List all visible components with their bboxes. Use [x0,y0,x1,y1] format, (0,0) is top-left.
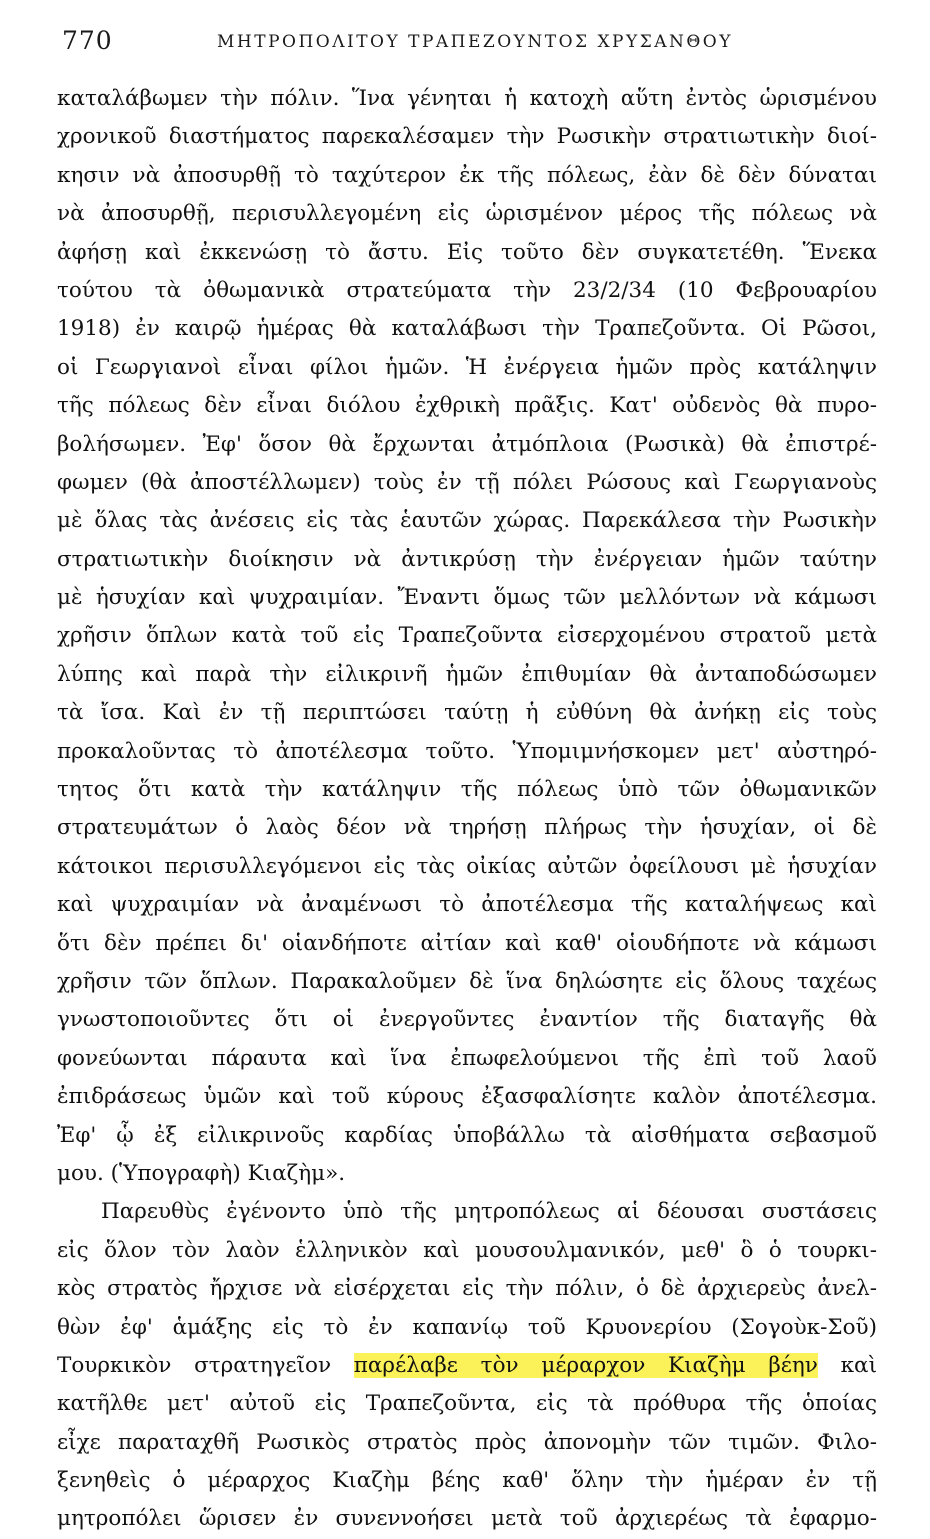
text-line: Ἐφ' ᾧ ἐξ εἰλικρινοῦς καρδίας ὑποβάλλω τὰ αἰσθήματα σεβασμοῦ [57,1122,877,1148]
text-line: ἐπιδράσεως ὑμῶν καὶ τοῦ κύρους ἐξασφαλίσητε καλὸν ἀποτέλεσμα. [57,1084,877,1110]
text-line: στρατιωτικὴν διοίκησιν νὰ ἀντικρύσῃ τὴν ἐνέργειαν ἡμῶν ταύτην [57,546,877,572]
running-head: ΜΗΤΡΟΠΟΛΙΤΟΥ ΤΡΑΠΕΖΟΥΝΤΟΣ ΧΡΥΣΑΝΘΟΥ [217,32,733,52]
text-line: τῆς πόλεως δὲν εἶναι διόλου ἐχθρικὴ πρᾶξις. Κατ' οὐδενὸς θὰ πυρο- [57,393,877,419]
text-line: οἱ Γεωργιανοὶ εἶναι φίλοι ἡμῶν. Ἡ ἐνέργεια ἡμῶν πρὸς κατάληψιν [57,354,877,380]
text-line: τούτου τὰ ὀθωμανικὰ στρατεύματα τὴν 23/2/34 (10 Φεβρουαρίου [57,277,877,303]
text-line: θὼν ἐφ' ἁμάξης εἰς τὸ ἐν καπανίῳ τοῦ Κρυονερίου (Σογοὺκ-Σοῦ) [57,1314,877,1340]
text-line: τὰ ἴσα. Καὶ ἐν τῇ περιπτώσει ταύτῃ ἡ εὐθύνη θὰ ἀνήκῃ εἰς τοὺς [57,700,877,726]
text-line: καταλάβωμεν τὴν πόλιν. Ἵνα γένηται ἡ κατοχὴ αὕτη ἐντὸς ὡρισμένου [57,86,877,111]
text-line: μου. (Ὑπογραφὴ) Κιαζὴμ». [57,1160,346,1186]
text-line: ἀφήσῃ καὶ ἐκκενώσῃ τὸ ἄστυ. Εἰς τοῦτο δὲν συγκατετέθη. Ἕνεκα [57,239,877,265]
text-line: κὸς στρατὸς ἤρχισε νὰ εἰσέρχεται εἰς τὴν πόλιν, ὁ δὲ ἀρχιερεὺς ἀνελ- [57,1276,877,1302]
line-text-before-highlight: Τουρκικὸν στρατηγεῖον [57,1352,354,1378]
text-line: βολήσωμεν. Ἐφ' ὅσον θὰ ἔρχωνται ἀτμόπλοια (Ρωσικὰ) θὰ ἐπιστρέ- [57,431,877,457]
text-line: μητροπόλει ὥρισεν ἐν συνεννοήσει μετὰ τοῦ ἀρχιερέως τὰ ἐφαρμο- [57,1506,877,1532]
text-line: φωμεν (θὰ ἀποστέλλωμεν) τοὺς ἐν τῇ πόλει Ρώσους καὶ Γεωργιανοὺς [57,469,877,495]
text-line: εἶχε παραταχθῆ Ρωσικὸς στρατὸς πρὸς ἀπονομὴν τῶν τιμῶν. Φιλο- [57,1429,877,1455]
text-line: κατῆλθε μετ' αὐτοῦ εἰς Τραπεζοῦντα, εἰς τὰ πρόθυρα τῆς ὁποίας [57,1391,877,1417]
text-line: κάτοικοι περισυλλεγόμενοι εἰς τὰς οἰκίας αὐτῶν ὀφείλουσι μὲ ἡσυχίαν [57,853,877,879]
text-line: χρονικοῦ διαστήματος παρεκαλέσαμεν τὴν Ρωσικὴν στρατιωτικὴν διοί- [57,124,877,150]
text-line: καὶ ψυχραιμίαν νὰ ἀναμένωσι τὸ ἀποτέλεσμα τῆς καταλήψεως καὶ [57,892,877,918]
text-line: χρῆσιν ὅπλων κατὰ τοῦ εἰς Τραπεζοῦντα εἰσερχομένου στρατοῦ μετὰ [57,623,877,649]
text-line: ξενηθεὶς ὁ μέραρχος Κιαζὴμ βέης καθ' ὅλην τὴν ἡμέραν ἐν τῇ [57,1468,877,1494]
text-line: κησιν νὰ ἀποσυρθῇ τὸ ταχύτερον ἐκ τῆς πόλεως, ἐὰν δὲ δὲν δύναται [57,162,877,188]
text-line: στρατευμάτων ὁ λαὸς δέον νὰ τηρήσῃ πλήρως τὴν ἡσυχίαν, οἱ δὲ [57,815,877,841]
text-line: χρῆσιν τῶν ὅπλων. Παρακαλοῦμεν δὲ ἵνα δηλώσητε εἰς ὅλους ταχέως [57,968,877,994]
highlighted-text-line [57,1347,877,1385]
body-text [57,80,877,1539]
page-number: 770 [62,26,113,55]
paragraph-first-line: Παρευθὺς ἐγένοντο ὑπὸ τῆς μητροπόλεως αἱ δέουσαι συστάσεις [101,1199,877,1225]
text-line: 1918) ἐν καιρῷ ἡμέρας θὰ καταλάβωσι τὴν Τραπεζοῦντα. Οἱ Ρῶσοι, [57,316,877,342]
text-line: τητος ὅτι κατὰ τὴν κατάληψιν τῆς πόλεως ὑπὸ τῶν ὀθωμανικῶν [57,777,877,803]
text-line: λύπης καὶ παρὰ τὴν εἰλικρινῆ ἡμῶν ἐπιθυμίαν θὰ ἀνταποδώσωμεν [57,661,877,687]
text-line: μὲ ὅλας τὰς ἀνέσεις εἰς τὰς ἑαυτῶν χώρας. Παρεκάλεσα τὴν Ρωσικὴν [57,508,877,534]
text-line: ὅτι δὲν πρέπει δι' οἱανδήποτε αἰτίαν καὶ καθ' οἱουδήποτε νὰ κάμωσι [57,930,877,956]
text-line: γνωστοποιοῦντες ὅτι οἱ ἐνεργοῦντες ἐναντίον τῆς διαταγῆς θὰ [57,1007,877,1033]
line-text-after-highlight: καὶ [817,1352,878,1378]
text-line: νὰ ἀποσυρθῇ, περισυλλεγομένη εἰς ὡρισμένον μέρος τῆς πόλεως νὰ [57,201,877,227]
text-line: εἰς ὅλον τὸν λαὸν ἑλληνικὸν καὶ μουσουλμανικόν, μεθ' ὃ ὁ τουρκι- [57,1237,877,1263]
page-header [62,24,880,64]
text-line: προκαλοῦντας τὸ ἀποτέλεσμα τοῦτο. Ὑπομιμνήσκομεν μετ' αὐστηρό- [57,738,877,764]
highlighted-phrase: παρέλαβε τὸν μέραρχον Κιαζὴμ βέην [353,1352,818,1378]
text-line: μὲ ἡσυχίαν καὶ ψυχραιμίαν. Ἔναντι ὅμως τῶν μελλόντων νὰ κάμωσι [57,585,877,611]
text-line: φονεύωνται πάραυτα καὶ ἵνα ἐπωφελούμενοι τῆς ἐπὶ τοῦ λαοῦ [57,1045,877,1071]
